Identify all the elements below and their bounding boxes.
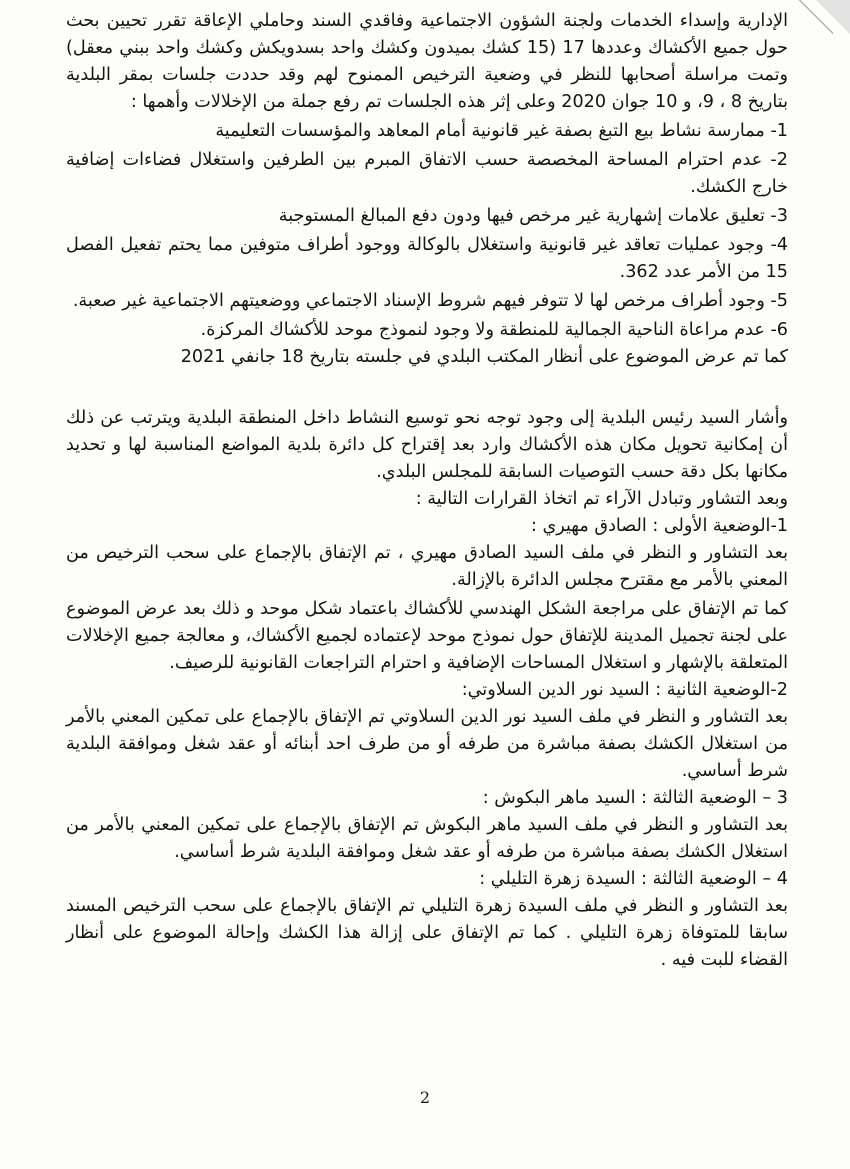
case-heading: 2-الوضعية الثانية : السيد نور الدين السلاوتي:: [461, 680, 788, 700]
violation-item: 1- ممارسة نشاط بيع التبغ بصفة غير قانونية أمام المعاهد والمؤسسات التعليمية: [215, 121, 788, 141]
case-2: [66, 677, 788, 785]
case-paragraph: كما تم الإتفاق على مراجعة الشكل الهندسي للأكشاك باعتماد شكل موحد و ذلك بعد عرض الموضوع على لجنة تجميل المدينة للإتفاق حول نموذج موحد لإعتماده لجميع الأكشاك، و معالجة جميع الإخلالات المتعلقة بالإشهار و استغلال المساحات الإضافية و احترام التراجعات القانونية للرصيف.: [66, 599, 788, 673]
violation-item: 2- عدم احترام المساحة المخصصة حسب الاتفاق المبرم بين الطرفين واستغلال فضاءات إضافية خارج الكشك.: [66, 150, 788, 197]
violation-item: 6- عدم مراعاة الناحية الجمالية للمنطقة ولا وجود لنموذج موحد للأكشاك المركزة.: [200, 320, 788, 340]
case-3: [66, 785, 788, 866]
case-paragraph: بعد التشاور و النظر في ملف السيدة زهرة التليلي تم الإتفاق بالإجماع على سحب الترخيص المسند سابقا للمتوفاة زهرة التليلي . كما تم الإتفاق على إزالة هذا الكشك وإحالة الموضوع على أنظار القضاء للبت فيه .: [66, 896, 788, 970]
mayor-note: وأشار السيد رئيس البلدية إلى وجود توجه نحو توسيع النشاط داخل المنطقة البلدية ويترتب عن ذلك أن إمكانية تحويل مكان هذه الأكشاك وارد بعد إقتراح كل دائرة بلدية المواضع المناسبة لها و تحديد مكانها بكل دقة حسب التوصيات السابقة للمجلس البلدي.: [66, 408, 788, 482]
violation-item: 3- تعليق علامات إشهارية غير مرخص فيها ودون دفع المبالغ المستوجبة: [278, 206, 788, 226]
case-paragraph: بعد التشاور و النظر في ملف السيد نور الدين السلاوتي تم الإتفاق بالإجماع على تمكين المعني بالأمر من استغلال الكشك بصفة مباشرة من طرفه أو من طرف احد أبنائه أو عقد شغل وموافقة البلدية شرط أساسي.: [66, 707, 788, 781]
violation-item: 5- وجود أطراف مرخص لها لا تتوفر فيهم شروط الإسناد الاجتماعي ووضعيتهم الاجتماعية غير صعبة.: [72, 291, 788, 311]
presentation-note: كما تم عرض الموضوع على أنظار المكتب البلدي في جلسته بتاريخ 18 جانفي 2021: [180, 347, 788, 367]
case-heading: 3 – الوضعية الثالثة : السيد ماهر البكوش :: [482, 788, 788, 808]
case-paragraph: بعد التشاور و النظر في ملف السيد الصادق مهيري ، تم الإتفاق بالإجماع على سحب الترخيص من المعني بالأمر مع مقترح مجلس الدائرة بالإزالة.: [66, 543, 788, 590]
case-1: [66, 513, 788, 677]
violation-item: 4- وجود عمليات تعاقد غير قانونية واستغلال بالوكالة ووجود أطراف متوفين مما يحتم تفعيل الفصل 15 من الأمر عدد 362.: [66, 235, 788, 282]
case-heading: 1-الوضعية الأولى : الصادق مهيري :: [531, 516, 788, 536]
page-number: 2: [419, 1088, 431, 1107]
page-corner-fold: [816, 0, 850, 34]
case-4: [66, 866, 788, 974]
violations-list: [66, 118, 788, 344]
deliberation-line: وبعد التشاور وتبادل الآراء تم اتخاذ القرارات التالية :: [415, 489, 788, 509]
case-paragraph: بعد التشاور و النظر في ملف السيد ماهر البكوش تم الإتفاق بالإجماع على تمكين المعني بالأمر من استغلال الكشك بصفة مباشرة من طرفه أو عقد شغل وموافقة البلدية شرط أساسي.: [66, 815, 788, 862]
intro-paragraph: الإدارية وإسداء الخدمات ولجنة الشؤون الاجتماعية وفاقدي السند وحاملي الإعاقة تقرر تحيين بحث حول جميع الأكشاك وعددها 17 (15 كشك بميدون وكشك واحد بسدويكش وكشك واحد ببني معقل) وتمت مراسلة أصحابها للنظر في وضعية الترخيص الممنوح لهم وقد حددت جلسات بمقر البلدية بتاريخ 8 ، 9، و 10 جوان 2020 وعلى إثر هذه الجلسات تم رفع جملة من الإخلالات وأهمها :: [66, 11, 788, 112]
case-heading: 4 – الوضعية الثالثة : السيدة زهرة التليلي :: [479, 869, 788, 889]
